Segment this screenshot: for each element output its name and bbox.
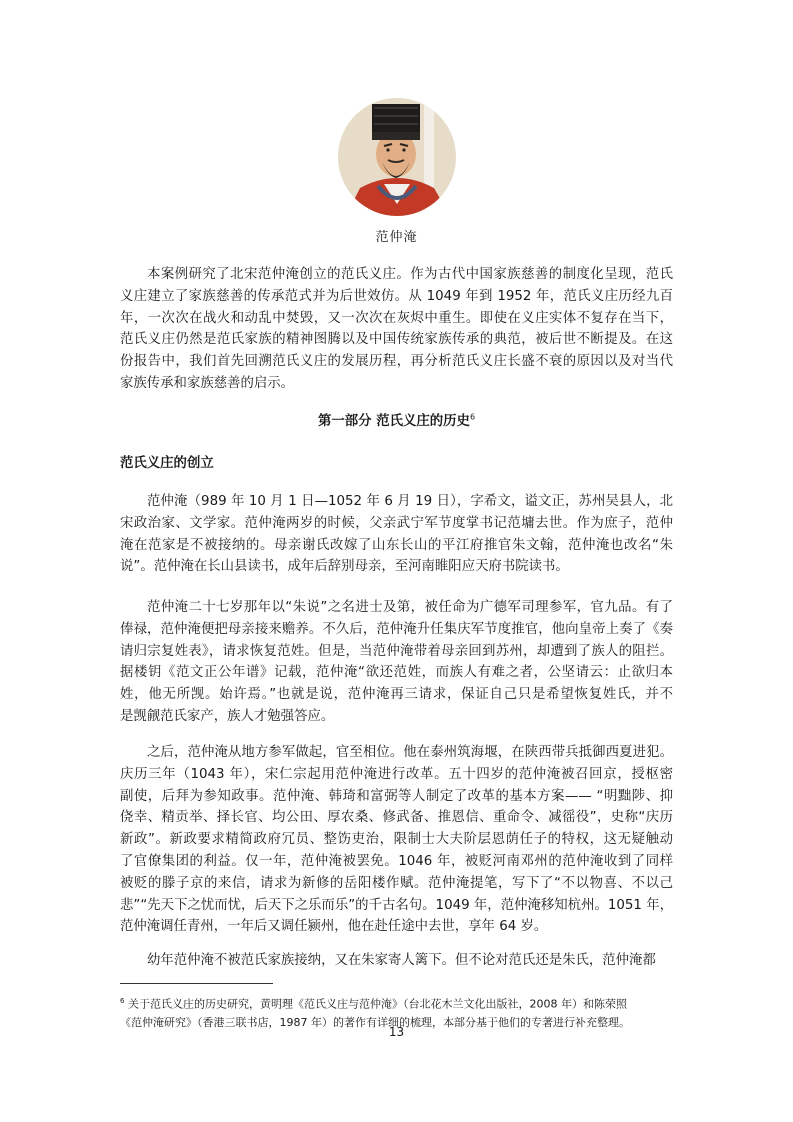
text-line: 范仲淹调任青州，一年后又调任颍州，他在赴任途中去世，享年 64 岁。	[120, 919, 548, 935]
paragraph-2	[120, 597, 673, 728]
text-line: 之后，范仲淹从地方参军做起，官至相位。他在泰州筑海堰，在陕西带兵抵御西夏进犯。	[147, 745, 673, 760]
paragraph-4	[120, 950, 673, 972]
text-line: 姓，他无所觊。始许焉。”也就是说，范仲淹再三请求，保证自己只是希望恢复姓氏，并不	[120, 687, 673, 703]
text-line: 范氏义庄仍然是范氏家族的精神图腾以及中国传统家族传承的典范，被后世不断提及。在这	[120, 332, 673, 348]
text-line: 是觊觎范氏家产，族人才勉强答应。	[120, 708, 335, 724]
footnote-line	[120, 992, 673, 1014]
text-line: 范仲淹二十七岁那年以“朱说”之名进士及第，被任命为广德军司理参军，官九品。有了	[147, 600, 673, 615]
footnote-mark: 6	[120, 997, 125, 1005]
page-number: 13	[388, 1025, 405, 1039]
footnote-mark: 6	[469, 412, 476, 422]
portrait-caption: 范仲淹	[375, 230, 418, 245]
text-line: 俸禄，范仲淹便把母亲接来赡养。不久后，范仲淹升任集庆军节度推官，他向皇帝上奏了《奏	[120, 621, 673, 637]
text-line: 据楼钥《范文正公年谱》记载，范仲淹“欲还范姓，而族人有难之者，公坚请云：止欲归本	[120, 665, 673, 681]
text-line: 幼年范仲淹不被范氏家族接纳，又在朱家寄人篱下。但不论对范氏还是朱氏，范仲淹都	[147, 953, 656, 968]
text-line: 了官僚集团的利益。仅一年，范仲淹被罢免。1046 年，被贬河南邓州的范仲淹收到了同样	[120, 853, 673, 869]
part-heading	[0, 410, 793, 429]
intro-paragraph	[120, 264, 673, 395]
text-line: 悲”“先天下之忧而忧，后天下之乐而乐”的千古名句。1049 年，范仲淹移知杭州。1051 年，	[120, 897, 673, 913]
text-line: 请归宗复姓表》，请求恢复范姓。但是，当范仲淹带着母亲回到苏州，却遭到了族人的阻拦。	[120, 643, 673, 659]
text-line: 被贬的滕子京的来信，请求为新修的岳阳楼作赋。范仲淹提笔，写下了“不以物喜、不以己	[120, 875, 673, 891]
text-line: 淹在范家是不被接纳的。母亲谢氏改嫁了山东长山的平江府推官朱文翰，范仲淹也改名“朱	[120, 537, 673, 553]
text-line: 份报告中，我们首先回溯范氏义庄的发展历程，再分析范氏义庄长盛不衰的原因以及对当代	[120, 354, 673, 370]
paragraph-3	[120, 742, 673, 938]
text-line: 新政”。新政要求精简政府冗员、整饬吏治，限制士大夫阶层恩荫任子的特权，这无疑触动	[120, 832, 673, 848]
footnote-divider	[120, 983, 273, 984]
text-line: 说”。范仲淹在长山县读书，成年后辞别母亲，至河南睢阳应天府书院读书。	[120, 559, 569, 575]
footnote-line: 《范仲淹研究》（香港三联书店，1987 年）的著作有详细的梳理，本部分基于他们的专著进行补充整理。	[120, 1015, 630, 1029]
section-heading: 范氏义庄的创立	[120, 456, 214, 471]
portrait-icon	[338, 98, 456, 216]
text-line: 年，一次次在战火和动乱中焚毁，又一次次在灰烬中重生。即使在义庄实体不复存在当下，	[120, 310, 673, 326]
text-line: 家族传承和家族慈善的启示。	[120, 375, 295, 391]
text-line: 庆历三年（1043 年），宋仁宗起用范仲淹进行改革。五十四岁的范仲淹被召回京，授枢密	[120, 766, 673, 782]
text-line: 宋政治家、文学家。范仲淹两岁的时候，父亲武宁军节度掌书记范墉去世。作为庶子，范仲	[120, 515, 673, 531]
text-line: 义庄建立了家族慈善的传承范式并为后世效仿。从 1049 年到 1952 年，范氏义庄历经九百	[120, 288, 673, 304]
paragraph-1	[120, 491, 673, 578]
part-heading-text: 第一部分 范氏义庄的历史	[317, 414, 470, 429]
text-line: 本案例研究了北宋范仲淹创立的范氏义庄。作为古代中国家族慈善的制度化呈现，范氏	[147, 267, 673, 282]
text-line: 副使，后拜为参知政事。范仲淹、韩琦和富弼等人制定了改革的基本方案—— “明黜陟、抑	[120, 788, 673, 804]
text-line: 范仲淹（989 年 10 月 1 日—1052 年 6 月 19 日），字希文，谥文正，苏州吴县人，北	[147, 494, 673, 509]
text-line: 侥幸、精贡举、择长官、均公田、厚农桑、修武备、推恩信、重命令、减徭役”，史称“庆历	[120, 810, 673, 826]
footnote-text: 关于范氏义庄的历史研究，黄明理《范氏义庄与范仲淹》（台北花木兰文化出版社，2008 年）和陈荣照	[124, 997, 627, 1011]
